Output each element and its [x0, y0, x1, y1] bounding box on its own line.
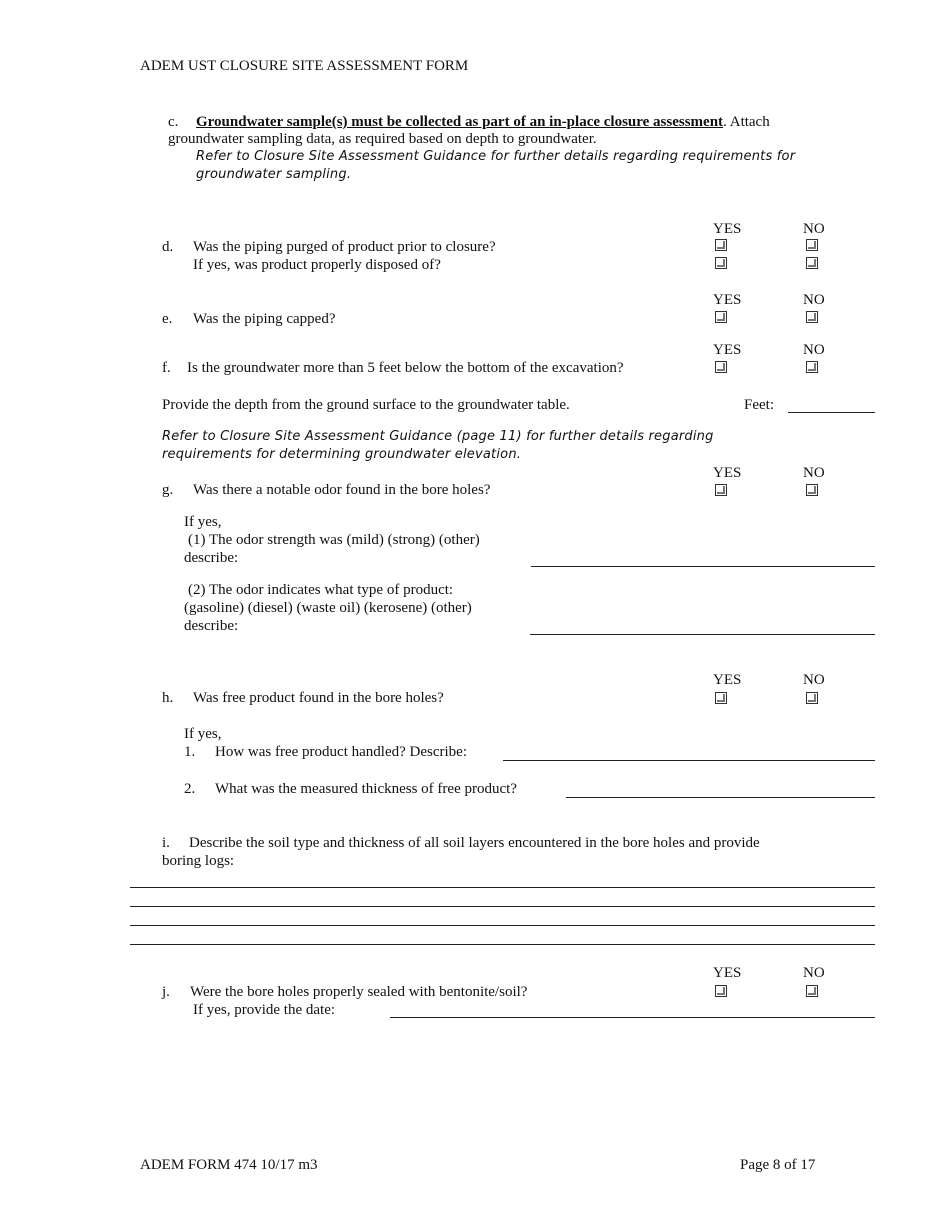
- section-c-line2: groundwater sampling data, as required based on depth to groundwater.: [168, 131, 597, 147]
- odor-strength-input-line[interactable]: [531, 566, 875, 567]
- section-f-question: Is the groundwater more than 5 feet below the bottom of the excavation?: [187, 360, 624, 376]
- g-yes-checkbox[interactable]: [715, 484, 727, 496]
- e-no-checkbox[interactable]: [806, 311, 818, 323]
- no-label: NO: [803, 672, 825, 688]
- section-f-letter: f.: [162, 360, 171, 376]
- section-d-question-1: Was the piping purged of product prior to closure?: [193, 239, 496, 255]
- no-label: NO: [803, 221, 825, 237]
- section-j-letter: j.: [162, 984, 170, 1000]
- feet-input-line[interactable]: [788, 412, 875, 413]
- g-no-checkbox[interactable]: [806, 484, 818, 496]
- boring-logs-line-4[interactable]: [130, 944, 875, 945]
- free-product-handled-input-line[interactable]: [503, 760, 875, 761]
- footer-page-number: Page 8 of 17: [740, 1157, 816, 1173]
- form-title: ADEM UST CLOSURE SITE ASSESSMENT FORM: [140, 58, 469, 74]
- yes-label: YES: [713, 292, 742, 308]
- section-g-letter: g.: [162, 482, 174, 498]
- odor-strength-describe: describe:: [184, 550, 239, 566]
- h-item-1-question: How was free product handled? Describe:: [215, 744, 467, 760]
- section-i-question-1: Describe the soil type and thickness of all soil layers encountered in the bore holes and provide: [189, 835, 760, 851]
- yes-label: YES: [713, 342, 742, 358]
- h-item-2-number: 2.: [184, 781, 196, 797]
- odor-product-input-line[interactable]: [530, 634, 875, 635]
- section-e-letter: e.: [162, 311, 173, 327]
- d1-no-checkbox[interactable]: [806, 239, 818, 251]
- seal-date-input-line[interactable]: [390, 1017, 875, 1018]
- odor-product-label: (2) The odor indicates what type of product:: [188, 582, 454, 598]
- section-i-question-2: boring logs:: [162, 853, 235, 869]
- section-j-question: Were the bore holes properly sealed with bentonite/soil?: [190, 984, 528, 1000]
- no-label: NO: [803, 342, 825, 358]
- section-h-question: Was free product found in the bore holes?: [193, 690, 444, 706]
- odor-product-describe: describe:: [184, 618, 239, 634]
- d1-yes-checkbox[interactable]: [715, 239, 727, 251]
- section-c-letter: c.: [168, 114, 179, 130]
- boring-logs-line-3[interactable]: [130, 925, 875, 926]
- no-label: NO: [803, 292, 825, 308]
- section-f-note-2: requirements for determining groundwater elevation.: [162, 447, 522, 462]
- boring-logs-line-2[interactable]: [130, 906, 875, 907]
- section-i-letter: i.: [162, 835, 170, 851]
- h-item-1-number: 1.: [184, 744, 196, 760]
- h-yes-checkbox[interactable]: [715, 692, 727, 704]
- section-c-line1: [196, 113, 770, 131]
- section-f-note-1: Refer to Closure Site Assessment Guidance (page 11) for further details regarding: [162, 429, 714, 444]
- g-if-yes: If yes,: [184, 514, 222, 530]
- section-g-question: Was there a notable odor found in the bore holes?: [193, 482, 491, 498]
- j-no-checkbox[interactable]: [806, 985, 818, 997]
- section-d-question-2: If yes, was product properly disposed of?: [193, 257, 441, 273]
- section-c-rest: . Attach: [723, 114, 770, 130]
- section-c-bold: Groundwater sample(s) must be collected as part of an in-place closure assessment: [196, 114, 724, 130]
- boring-logs-line-1[interactable]: [130, 887, 875, 888]
- yes-label: YES: [713, 465, 742, 481]
- yes-label: YES: [713, 965, 742, 981]
- h-no-checkbox[interactable]: [806, 692, 818, 704]
- yes-label: YES: [713, 221, 742, 237]
- h-item-2-question: What was the measured thickness of free product?: [215, 781, 517, 797]
- depth-label: Provide the depth from the ground surface to the groundwater table.: [162, 397, 570, 413]
- d2-no-checkbox[interactable]: [806, 257, 818, 269]
- odor-strength-label: (1) The odor strength was (mild) (strong) (other): [188, 532, 480, 548]
- footer-form-number: ADEM FORM 474 10/17 m3: [140, 1157, 318, 1173]
- d2-yes-checkbox[interactable]: [715, 257, 727, 269]
- no-label: NO: [803, 465, 825, 481]
- seal-date-label: If yes, provide the date:: [193, 1002, 336, 1018]
- section-c-note-1: Refer to Closure Site Assessment Guidance for further details regarding requirements for: [196, 149, 796, 164]
- section-c-note-2: groundwater sampling.: [196, 167, 352, 182]
- no-label: NO: [803, 965, 825, 981]
- section-h-letter: h.: [162, 690, 174, 706]
- free-product-thickness-input-line[interactable]: [566, 797, 875, 798]
- j-yes-checkbox[interactable]: [715, 985, 727, 997]
- section-e-question: Was the piping capped?: [193, 311, 336, 327]
- section-d-letter: d.: [162, 239, 174, 255]
- e-yes-checkbox[interactable]: [715, 311, 727, 323]
- h-if-yes: If yes,: [184, 726, 222, 742]
- yes-label: YES: [713, 672, 742, 688]
- f-no-checkbox[interactable]: [806, 361, 818, 373]
- feet-label: Feet:: [744, 397, 774, 413]
- f-yes-checkbox[interactable]: [715, 361, 727, 373]
- odor-product-options: (gasoline) (diesel) (waste oil) (kerosene) (other): [184, 600, 472, 616]
